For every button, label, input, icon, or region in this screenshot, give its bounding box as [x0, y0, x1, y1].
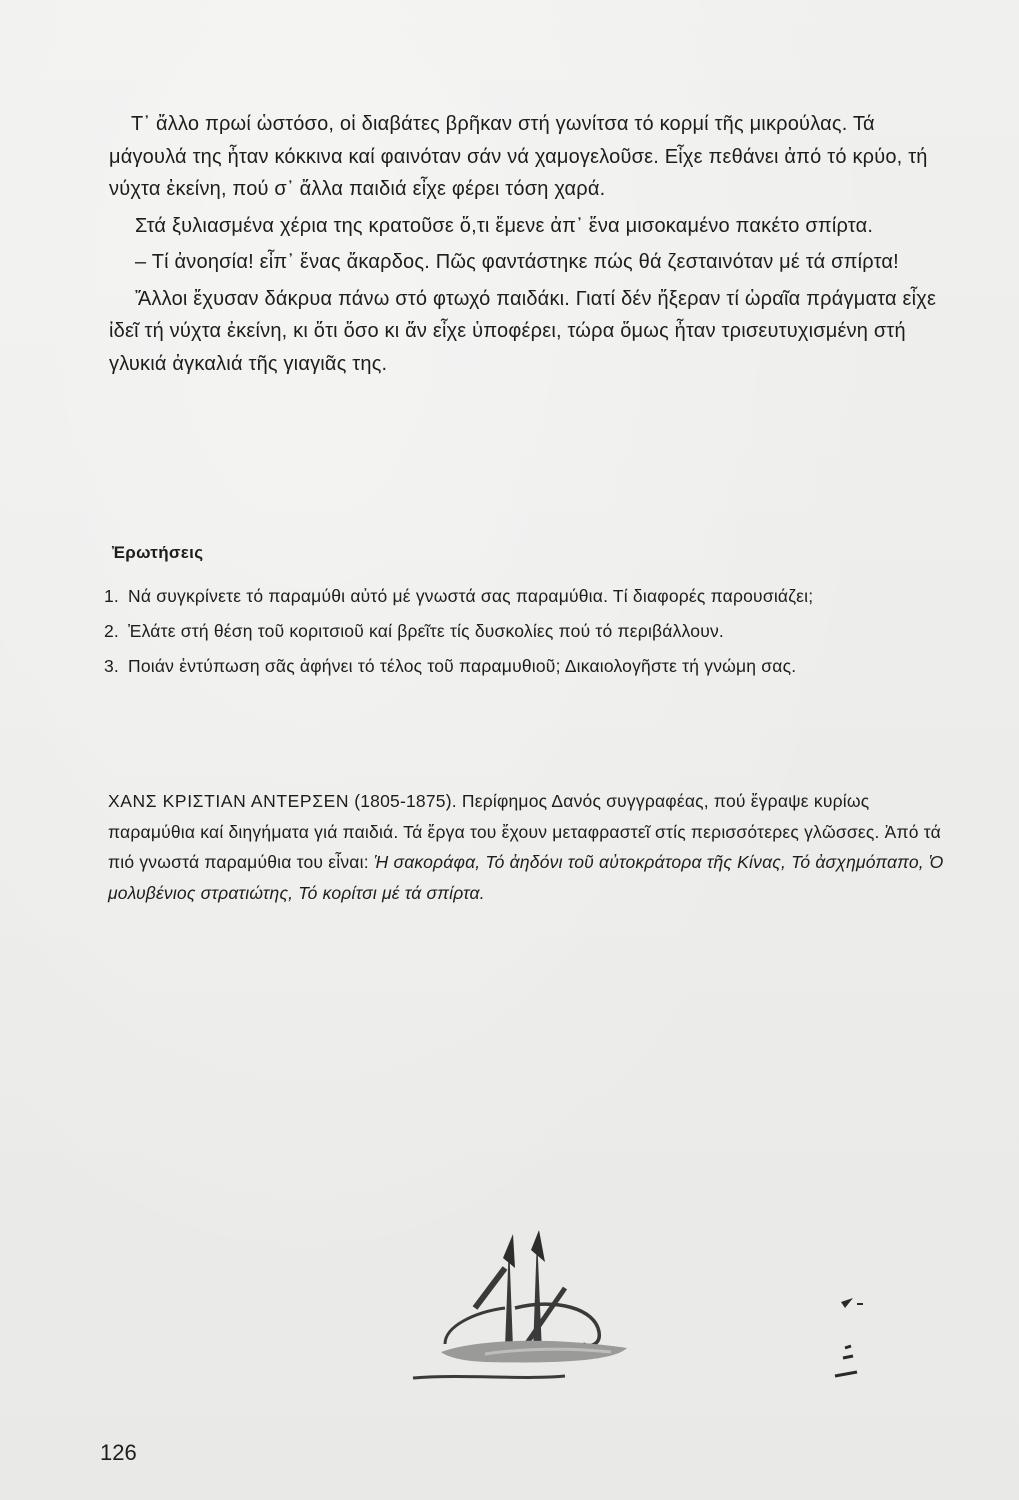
question-item: [104, 616, 949, 646]
story-text: [109, 108, 949, 384]
author-years: (1805-1875).: [354, 791, 457, 811]
question-text: Ποιάν ἐντύπωση σᾶς ἀφήνει τό τέλος τοῦ παραμυθιοῦ; Δικαιολογῆστε τή γνώμη σας.: [128, 656, 797, 676]
question-number: 1.: [104, 586, 119, 606]
story-paragraph-4: Ἄλλοι ἔχυσαν δάκρυα πάνω στό φτωχό παιδάκι. Γιατί δέν ἤξεραν τί ὡραῖα πράγματα εἶχε ἰδεῖ τή νύχτα ἐκείνη, κι ὅτι ὅσο κι ἄν εἶχε ὑποφέρει, τώρα ὅμως ἦταν τρισευτυχισμένη στή γλυκιά ἀγκαλιά τῆς γιαγιᾶς της.: [109, 287, 937, 375]
question-text: Ἐλάτε στή θέση τοῦ κοριτσιοῦ καί βρεῖτε τίς δυσκολίες πού τό περιβάλλουν.: [128, 621, 724, 641]
question-text: Νά συγκρίνετε τό παραμύθι αὐτό μέ γνωστά σας παραμύθια. Τί διαφορές παρουσιάζει;: [128, 586, 814, 606]
author-bio-text: Περίφημος Δανός συγγραφέας, πού ἔγραψε κυρίως παραμύθια καί διηγήματα γιά παιδιά. Τά ἔργα του ἔχουν μεταφραστεῖ στίς περισσότερες γλῶσσες. Ἀπό τά πιό γνωστά παραμύθια του εἶναι:: [108, 791, 941, 872]
questions-list: [104, 581, 949, 686]
question-item: [104, 581, 949, 611]
author-name: ΧΑΝΣ ΚΡΙΣΤΙΑΝ ΑΝΤΕΡΣΕΝ: [108, 791, 350, 811]
page-number: 126: [100, 1440, 137, 1465]
story-paragraph-1: Τ᾽ ἄλλο πρωί ὡστόσο, οἱ διαβάτες βρῆκαν στή γωνίτσα τό κορμί τῆς μικρούλας. Τά μάγουλά της ἦταν κόκκινα καί φαινόταν σάν νά χαμογελοῦσε. Εἶχε πεθάνει ἀπό τό κρύο, τή νύχτα ἐκείνη, πού σ᾽ ἄλλα παιδιά εἶχε φέρει τόση χαρά.: [109, 113, 928, 200]
story-paragraph-3: – Τί ἀνοησία! εἶπ᾽ ἕνας ἄκαρδος. Πῶς φαντάστηκε πώς θά ζεσταινόταν μέ τά σπίρτα!: [135, 251, 899, 273]
question-number: 3.: [104, 656, 119, 676]
author-bio: [108, 786, 953, 908]
question-number: 2.: [104, 621, 119, 641]
question-item: [104, 651, 949, 681]
author-works: Ἡ σακοράφα, Τό ἀηδόνι τοῦ αὐτοκράτορα τῆς Κίνας, Τό ἀσχημόπαπο, Ὁ μολυβένιος στρατιώτης, Τό κορίτσι μέ τά σπίρτα.: [108, 852, 944, 903]
story-paragraph-2: Στά ξυλιασμένα χέρια της κρατοῦσε ὅ,τι ἔμενε ἀπ᾽ ἕνα μισοκαμένο πακέτο σπίρτα.: [135, 214, 874, 237]
questions-heading: Ἐρωτήσεις: [112, 543, 204, 562]
ornament-icon: [405, 1228, 875, 1388]
